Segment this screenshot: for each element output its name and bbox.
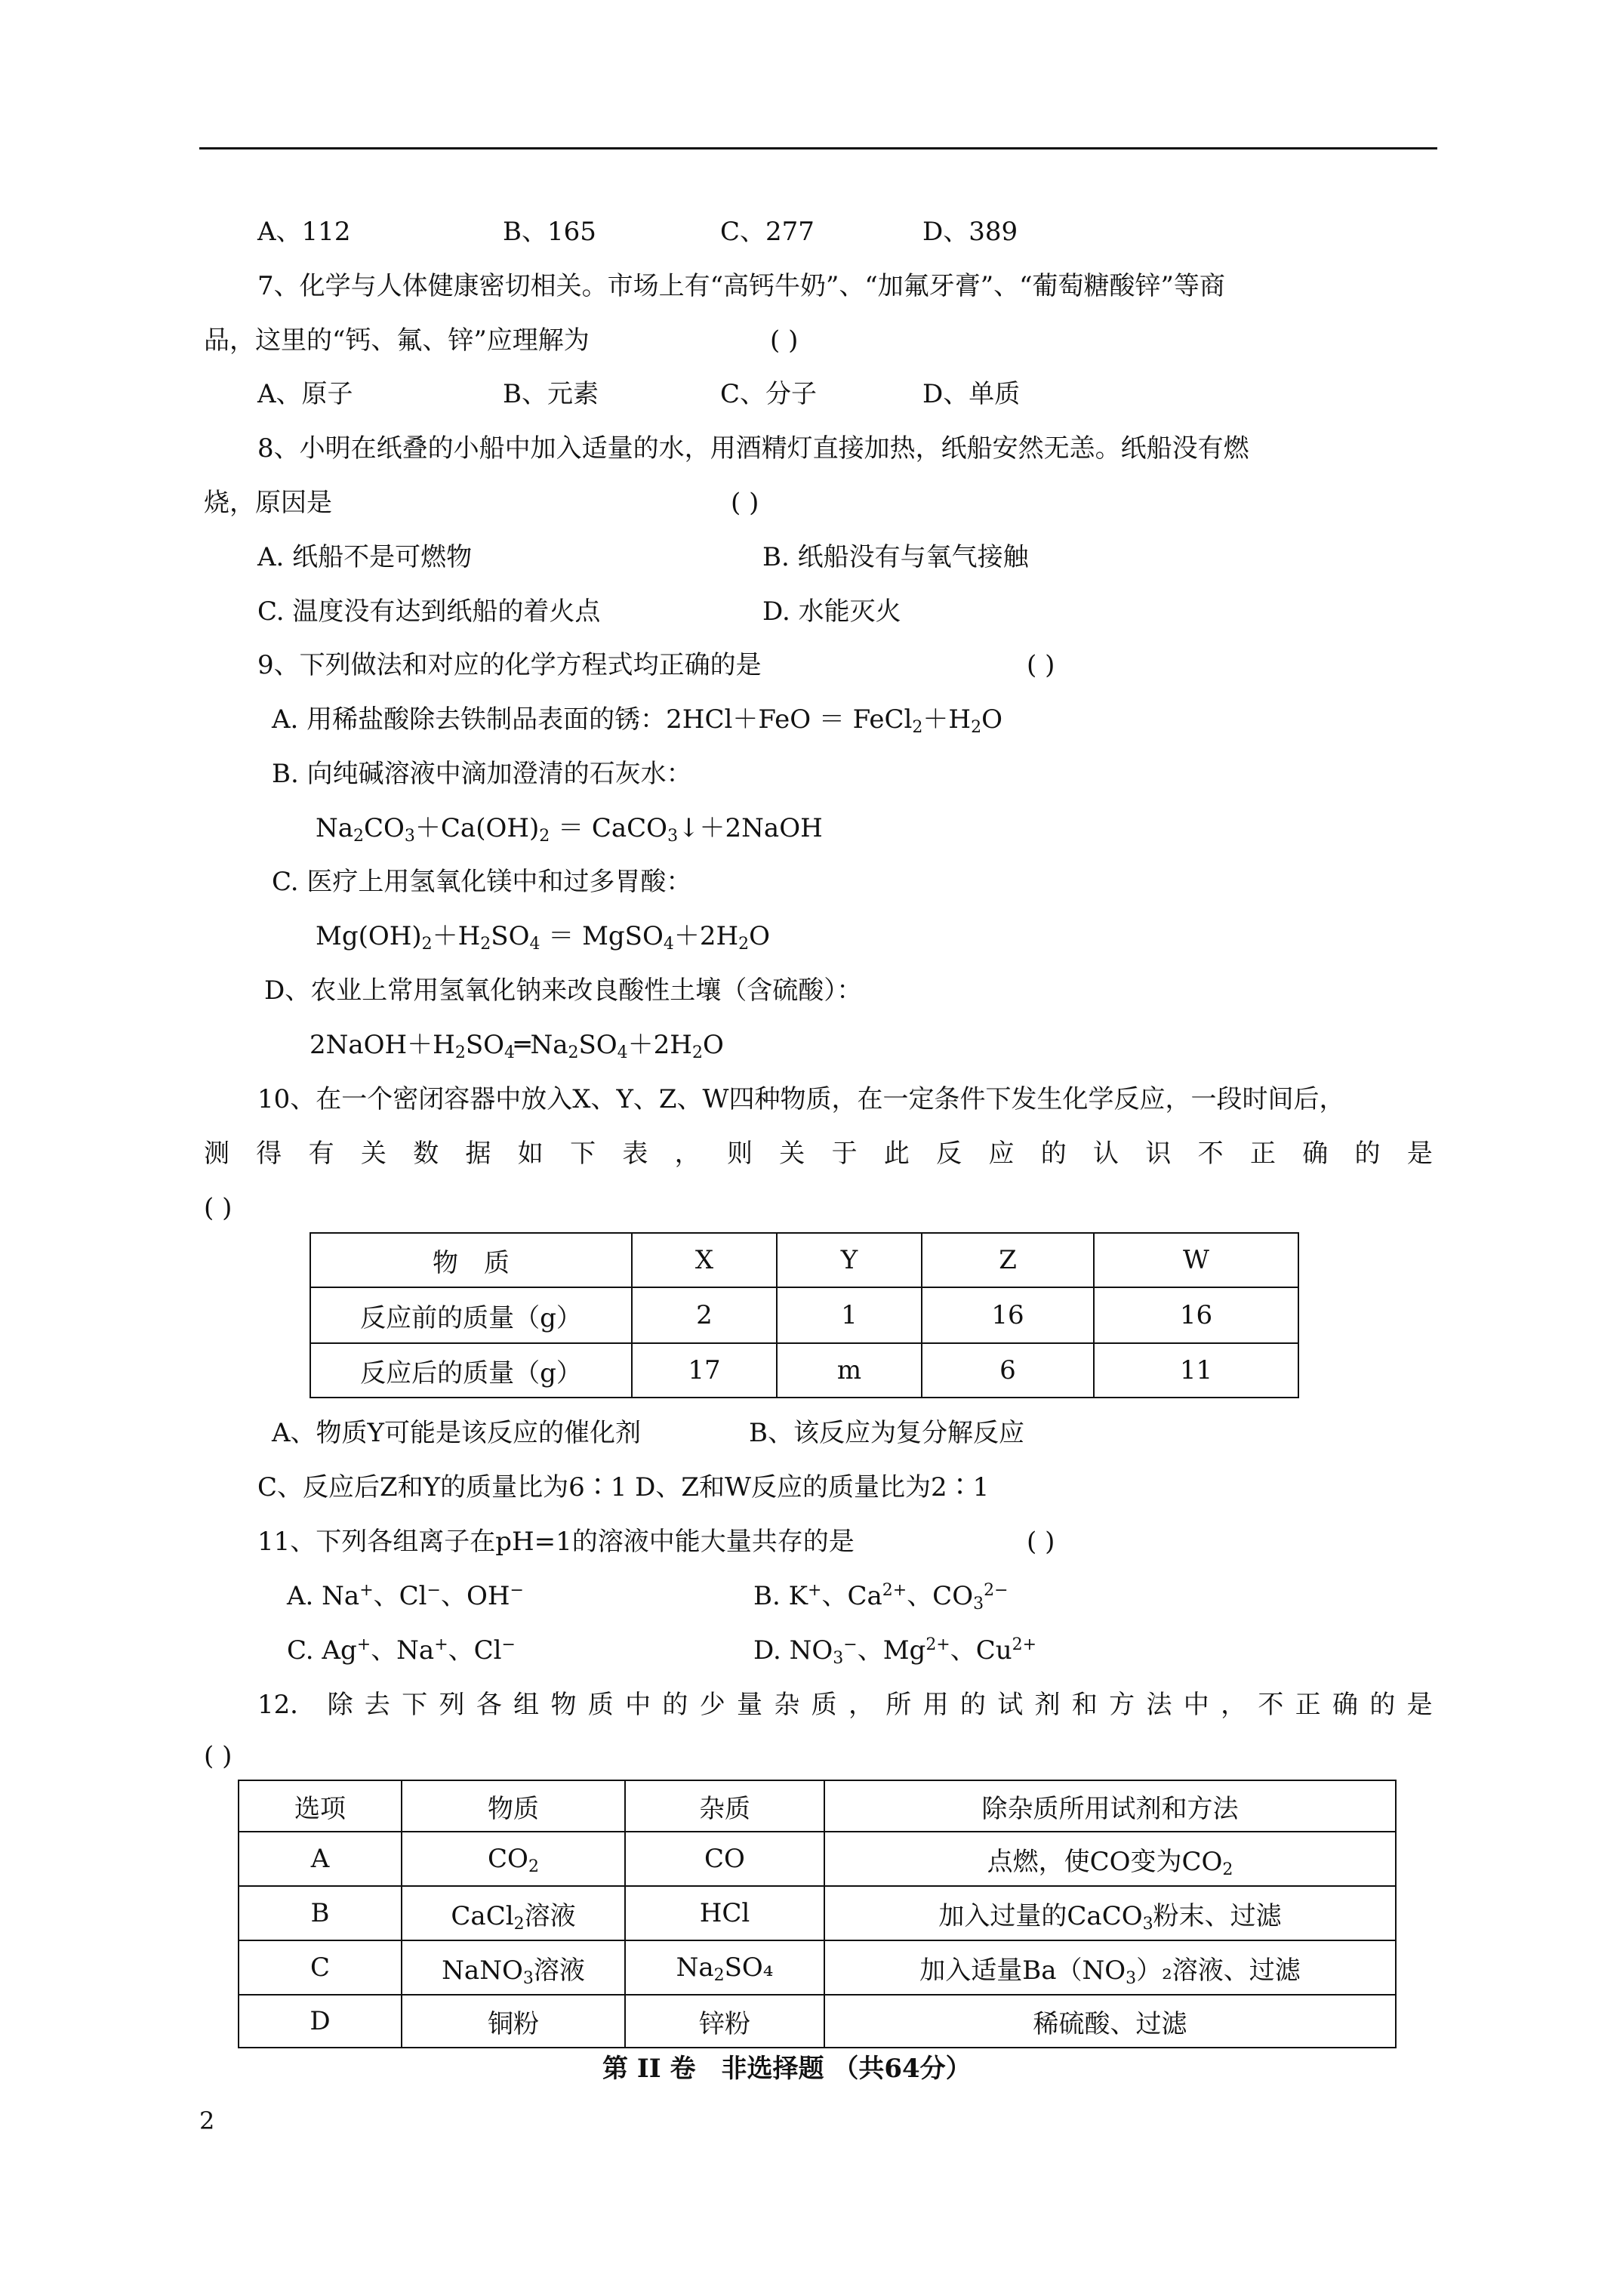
table-cell: Z (922, 1233, 1094, 1287)
q9-option-c-equation: $Mg(OH)_2+H_2SO_4$ ＝ $MgSO_4+2H_2O$ (316, 921, 770, 954)
q9-option-b-equation: $Na_2CO_3+Ca(OH)_2$ ＝ CaCO$_3$↓＋2NaOH (316, 813, 823, 846)
table-row (239, 1995, 1396, 2048)
table-cell: Y (777, 1233, 922, 1287)
section-title: 第 II 卷 非选择题 （共64分） (602, 2054, 972, 2084)
q9-option-d-equation: $2NaOH+H_2SO_4═Na_2SO_4+2H_2O$ (310, 1030, 724, 1062)
q8-option-a: A. 纸船不是可燃物 (257, 542, 473, 572)
q10-line-2: 测 得 有 关 数 据 如 下 表 ， 则 关 于 此 反 应 的 认 识 不 正 确 的 是 (204, 1139, 1433, 1169)
q12-bracket: ( ) (204, 1741, 233, 1771)
table-cell: 1 (777, 1287, 922, 1343)
table-cell: 加入适量$Ba(NO_3)_2$溶液、过滤 (824, 1940, 1396, 1995)
q9-stem: 9、下列做法和对应的化学方程式均正确的是 (257, 650, 762, 680)
table-cell: CaCl$_2$溶液 (402, 1886, 625, 1940)
q10-option-cd: C、反应后Z和Y的质量比为6∶1 D、Z和W反应的质量比为2∶1 (257, 1472, 990, 1502)
table-cell: $Na_2SO_4$ (625, 1940, 824, 1995)
q7-option-b: B、元素 (503, 379, 599, 409)
table-cell: HCl (625, 1886, 824, 1940)
table-cell: X (632, 1233, 777, 1287)
q7-line-1: 7、化学与人体健康密切相关。市场上有“高钙牛奶”、“加氟牙膏”、“葡萄糖酸锌”等商 (257, 271, 1225, 301)
q10-table (310, 1232, 1299, 1398)
table-cell: $CO_2$ (402, 1832, 625, 1886)
q9-bracket: ( ) (1027, 650, 1055, 680)
q9-option-c: C. 医疗上用氢氧化镁中和过多胃酸： (272, 867, 692, 897)
table-cell: 除杂质所用试剂和方法 (824, 1780, 1396, 1832)
table-cell: B (239, 1886, 402, 1940)
table-cell: 加入过量的CaCO$_3$粉末、过滤 (824, 1886, 1396, 1940)
table-cell: 物 质 (310, 1233, 632, 1287)
table-cell: CO (625, 1832, 824, 1886)
q7-option-d: D、单质 (922, 379, 1021, 409)
q7-option-c: C、分子 (720, 379, 818, 409)
q11-stem: 11、下列各组离子在pH=1的溶液中能大量共存的是 (257, 1527, 855, 1557)
q8-option-b: B. 纸船没有与氧气接触 (762, 542, 1029, 572)
q8-option-c: C. 温度没有达到纸船的着火点 (257, 596, 601, 627)
q10-line-1: 10、在一个密闭容器中放入X、Y、Z、W四种物质，在一定条件下发生化学反应，一段时间后， (257, 1084, 1345, 1114)
table-row (239, 1940, 1396, 1995)
q11-option-d: D. $NO_3^-$、$Mg^{2+}$、$Cu^{2+}$ (753, 1635, 1037, 1668)
page-number: 2 (199, 2106, 215, 2135)
table-cell: m (777, 1343, 922, 1398)
q6-option-d: D、389 (922, 217, 1018, 247)
table-cell: 反应前的质量（g） (310, 1287, 632, 1343)
q11-option-a: A. Na+、Cl−、OH− (287, 1581, 524, 1611)
q8-option-d: D. 水能灭火 (762, 596, 901, 627)
q11-option-b: B. K+、$Ca^{2+}$、$CO_3^{2-}$ (753, 1581, 1009, 1613)
q9-option-b: B. 向纯碱溶液中滴加澄清的石灰水： (272, 759, 692, 789)
table-cell: NaNO$_3$溶液 (402, 1940, 625, 1995)
table-cell: 锌粉 (625, 1995, 824, 2048)
table-cell: 点燃，使CO变为$CO_2$ (824, 1832, 1396, 1886)
table-cell: 16 (922, 1287, 1094, 1343)
q10-option-b: B、该反应为复分解反应 (749, 1418, 1024, 1448)
table-cell: 反应后的质量（g） (310, 1343, 632, 1398)
q12-table (238, 1780, 1397, 2048)
table-row (239, 1886, 1396, 1940)
q8-bracket: ( ) (731, 488, 759, 518)
table-cell: 杂质 (625, 1780, 824, 1832)
q11-bracket: ( ) (1027, 1527, 1055, 1557)
table-row (239, 1832, 1396, 1886)
q10-option-a: A、物质Y可能是该反应的催化剂 (272, 1418, 641, 1448)
table-cell: 17 (632, 1343, 777, 1398)
table-row (310, 1287, 1298, 1343)
q12-line-1: 12． 除 去 下 列 各 组 物 质 中 的 少 量 杂 质 ， 所 用 的 试 剂 和 方 法 中 ， 不 正 确 的 是 (257, 1690, 1433, 1720)
table-cell: 6 (922, 1343, 1094, 1398)
q7-line-2: 品，这里的“钙、氟、锌”应理解为 (204, 325, 590, 356)
q9-option-a: A. 用稀盐酸除去铁制品表面的锈：$2HCl+FeO = FeCl_2+H_2O$ (272, 704, 1002, 737)
table-cell: 2 (632, 1287, 777, 1343)
q9-option-d: D、农业上常用氢氧化钠来改良酸性土壤（含硫酸）： (264, 975, 863, 1006)
q6-option-b: B、165 (503, 217, 596, 247)
table-cell: C (239, 1940, 402, 1995)
table-header-row (310, 1233, 1298, 1287)
table-cell: 物质 (402, 1780, 625, 1832)
table-cell: 铜粉 (402, 1995, 625, 2048)
q8-line-1: 8、小明在纸叠的小船中加入适量的水，用酒精灯直接加热，纸船安然无恙。纸船没有燃 (257, 433, 1249, 464)
q7-bracket: ( ) (770, 325, 799, 356)
table-cell: 16 (1094, 1287, 1298, 1343)
q6-option-a: A、112 (257, 217, 351, 247)
table-cell: 选项 (239, 1780, 402, 1832)
table-cell: 稀硫酸、过滤 (824, 1995, 1396, 2048)
q6-option-c: C、277 (720, 217, 815, 247)
table-cell: D (239, 1995, 402, 2048)
q8-line-2: 烧，原因是 (204, 488, 332, 518)
table-cell: A (239, 1832, 402, 1886)
q10-bracket: ( ) (204, 1193, 233, 1223)
q11-option-c: C. Ag+、Na+、Cl− (287, 1635, 516, 1666)
header-rule (199, 147, 1437, 149)
table-row (310, 1343, 1298, 1398)
table-cell: 11 (1094, 1343, 1298, 1398)
table-header-row (239, 1780, 1396, 1832)
q7-option-a: A、原子 (257, 379, 353, 409)
table-cell: W (1094, 1233, 1298, 1287)
